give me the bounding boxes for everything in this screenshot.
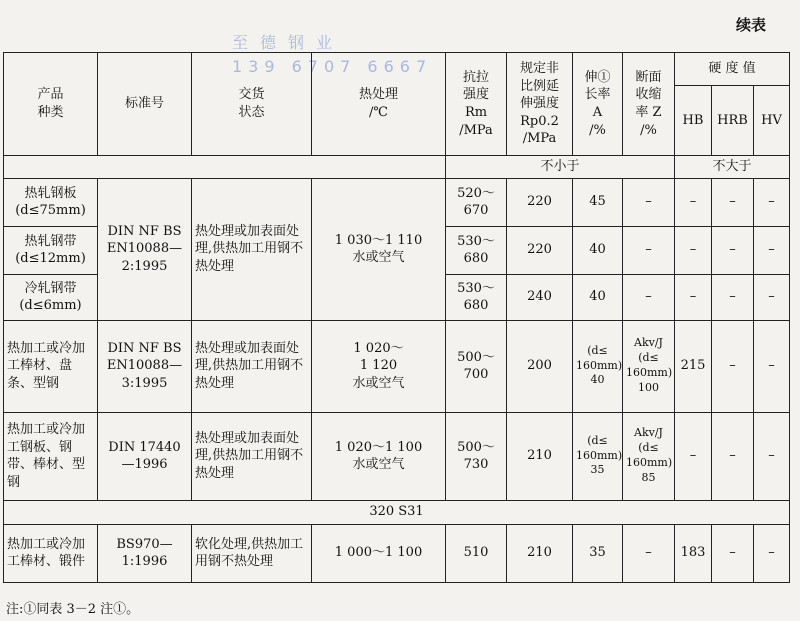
cell-hb: 183 — [675, 524, 712, 582]
cell-tensile: 530～ 680 — [446, 226, 507, 274]
watermark-name: 至德钢业 — [232, 33, 345, 52]
header-standard: 标准号 — [98, 53, 192, 156]
header-heat: 热处理 /℃ — [312, 53, 446, 156]
cell-hrb: – — [712, 320, 754, 412]
table-row — [4, 178, 790, 226]
header-product: 产品 种类 — [4, 53, 98, 156]
cell-yield: 220 — [507, 226, 573, 274]
cell-delivery: 热处理或加表面处理,供热加工用钢不热处理 — [192, 412, 312, 500]
cell-delivery: 软化处理,供热加工用钢不热处理 — [192, 524, 312, 582]
header-hb: HB — [675, 86, 712, 156]
steel-properties-table — [3, 52, 790, 583]
cell-hrb: – — [712, 524, 754, 582]
cell-reduction: – — [623, 178, 675, 226]
cell-tensile: 500～ 730 — [446, 412, 507, 500]
cell-hrb: – — [712, 274, 754, 320]
table-row — [4, 320, 790, 412]
cell-hrb: – — [712, 226, 754, 274]
cell-hv: – — [754, 320, 790, 412]
footnote: 注:①同表 3－2 注①。 — [6, 602, 140, 617]
cell-yield: 200 — [507, 320, 573, 412]
cell-hv: – — [754, 226, 790, 274]
cell-reduction: Akv/J (d≤ 160mm) 85 — [623, 412, 675, 500]
cell-product: 热轧钢板 (d≤75mm) — [4, 178, 98, 226]
cell-reduction: – — [623, 524, 675, 582]
cell-delivery: 热处理或加表面处理,供热加工用钢不热处理 — [192, 178, 312, 320]
cell-elongation: 35 — [573, 524, 623, 582]
cell-product: 热加工或冷加工钢板、钢带、棒材、型钢 — [4, 412, 98, 500]
cell-yield: 240 — [507, 274, 573, 320]
cell-tensile: 510 — [446, 524, 507, 582]
cell-hv: – — [754, 178, 790, 226]
cell-heat: 1 030～1 110 水或空气 — [312, 178, 446, 320]
cell-hrb: – — [712, 412, 754, 500]
header-hardness: 硬 度 值 — [675, 53, 790, 86]
table-row — [4, 524, 790, 582]
table-row — [4, 412, 790, 500]
limit-spacer — [4, 156, 446, 179]
header-hrb: HRB — [712, 86, 754, 156]
cell-tensile: 530～ 680 — [446, 274, 507, 320]
cell-hb: – — [675, 274, 712, 320]
section-grade: 320 S31 — [4, 500, 790, 524]
cell-product: 热加工或冷加工棒材、锻件 — [4, 524, 98, 582]
continuation-label: 续表 — [735, 16, 766, 34]
watermark-phone: 139 6707 6667 — [232, 57, 433, 76]
header-delivery: 交货 状态 — [192, 53, 312, 156]
cell-hrb: – — [712, 178, 754, 226]
section-row — [4, 500, 790, 524]
cell-reduction: Akv/J (d≤ 160mm) 100 — [623, 320, 675, 412]
header-hv: HV — [754, 86, 790, 156]
cell-heat: 1 020～1 100 水或空气 — [312, 412, 446, 500]
cell-standard: DIN NF BS EN10088— 3:1995 — [98, 320, 192, 412]
cell-tensile: 520～ 670 — [446, 178, 507, 226]
cell-elongation: 45 — [573, 178, 623, 226]
cell-standard: BS970— 1:1996 — [98, 524, 192, 582]
cell-hb: – — [675, 178, 712, 226]
cell-heat: 1 020～ 1 120 水或空气 — [312, 320, 446, 412]
cell-reduction: – — [623, 226, 675, 274]
cell-elongation: 40 — [573, 274, 623, 320]
cell-hv: – — [754, 412, 790, 500]
header-reduction: 断面 收缩 率 Z /% — [623, 53, 675, 156]
cell-reduction: – — [623, 274, 675, 320]
cell-tensile: 500～ 700 — [446, 320, 507, 412]
limit-row — [4, 156, 790, 179]
cell-product: 热轧钢带 (d≤12mm) — [4, 226, 98, 274]
cell-hv: – — [754, 274, 790, 320]
cell-elongation: (d≤ 160mm) 40 — [573, 320, 623, 412]
cell-product: 热加工或冷加工棒材、盘条、型钢 — [4, 320, 98, 412]
cell-standard: DIN 17440 —1996 — [98, 412, 192, 500]
cell-elongation: 40 — [573, 226, 623, 274]
cell-yield: 220 — [507, 178, 573, 226]
cell-yield: 210 — [507, 524, 573, 582]
cell-hb: – — [675, 226, 712, 274]
cell-delivery: 热处理或加表面处理,供热加工用钢不热处理 — [192, 320, 312, 412]
header-elongation: 伸① 长率 A /% — [573, 53, 623, 156]
cell-product: 冷轧钢带 (d≤6mm) — [4, 274, 98, 320]
cell-elongation: (d≤ 160mm) 35 — [573, 412, 623, 500]
cell-heat: 1 000～1 100 — [312, 524, 446, 582]
cell-standard: DIN NF BS EN10088— 2:1995 — [98, 178, 192, 320]
cell-hv: – — [754, 524, 790, 582]
header-tensile: 抗拉 强度 Rm /MPa — [446, 53, 507, 156]
cell-yield: 210 — [507, 412, 573, 500]
cell-hb: 215 — [675, 320, 712, 412]
limit-not-more: 不大于 — [675, 156, 790, 179]
cell-hb: – — [675, 412, 712, 500]
header-row — [4, 53, 790, 86]
header-yield: 规定非 比例延 伸强度 Rp0.2 /MPa — [507, 53, 573, 156]
limit-not-less: 不小于 — [446, 156, 675, 179]
